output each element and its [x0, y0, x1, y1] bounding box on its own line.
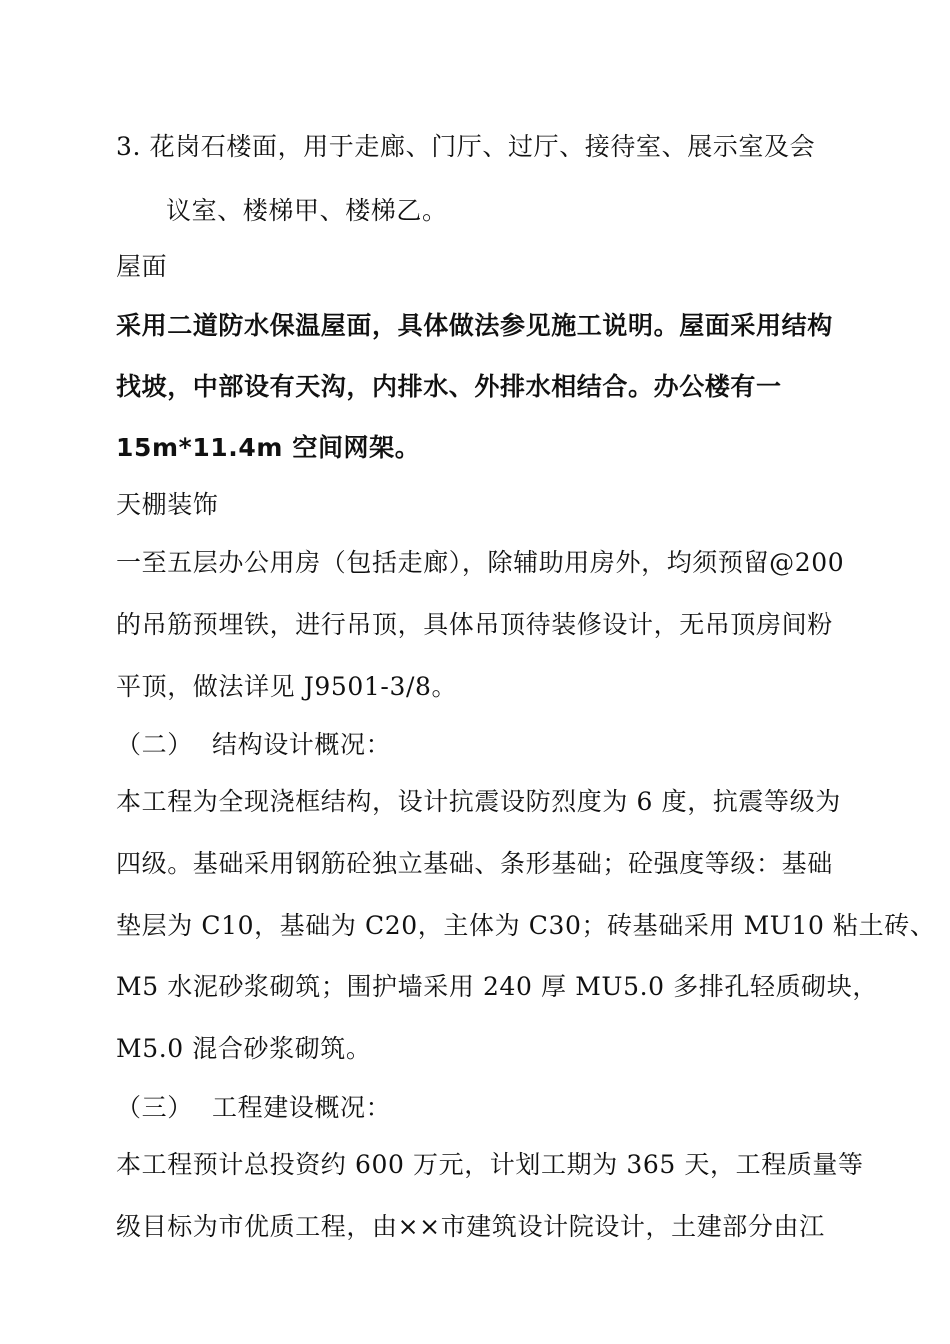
- roof-paragraph-line-3: 15m*11.4m 空间网架。: [116, 433, 421, 462]
- section-3-title: 工程建设概况：: [212, 1093, 392, 1122]
- ceiling-paragraph-line-3: 平顶，做法详见 J9501-3/8。: [116, 672, 458, 701]
- section-3-paragraph-line-1: 本工程预计总投资约 600 万元，计划工期为 365 天，工程质量等: [116, 1150, 864, 1179]
- roof-heading: 屋面: [116, 252, 168, 281]
- ceiling-paragraph-line-1: 一至五层办公用房（包括走廊），除辅助用房外，均须预留@200: [116, 548, 845, 577]
- floor-item-3-line-2: 议室、楼梯甲、楼梯乙。: [166, 196, 448, 225]
- section-3-number: （三）: [116, 1093, 193, 1122]
- section-2-paragraph-line-3: 垫层为 C10，基础为 C20，主体为 C30；砖基础采用 MU10 粘土砖、: [116, 911, 936, 940]
- ceiling-paragraph-line-2: 的吊筋预埋铁，进行吊顶，具体吊顶待装修设计，无吊顶房间粉: [116, 610, 833, 639]
- ceiling-heading: 天棚装饰: [116, 490, 219, 519]
- section-3-heading: [116, 1091, 391, 1125]
- section-2-paragraph-line-1: 本工程为全现浇框结构，设计抗震设防烈度为 6 度，抗震等级为: [116, 787, 841, 816]
- section-2-number: （二）: [116, 730, 193, 759]
- floor-item-3-line-1: 3. 花岗石楼面，用于走廊、门厅、过厅、接待室、展示室及会: [116, 132, 816, 161]
- section-2-paragraph-line-2: 四级。基础采用钢筋砼独立基础、条形基础；砼强度等级：基础: [116, 849, 833, 878]
- section-2-paragraph-line-5: M5.0 混合砂浆砌筑。: [116, 1034, 372, 1063]
- section-3-paragraph-line-2: 级目标为市优质工程，由××市建筑设计院设计，土建部分由江: [116, 1212, 825, 1241]
- section-2-paragraph-line-4: M5 水泥砂浆砌筑；围护墙采用 240 厚 MU5.0 多排孔轻质砌块，: [116, 972, 878, 1001]
- section-2-heading: [116, 728, 391, 762]
- roof-paragraph-line-2: 找坡，中部设有天沟，内排水、外排水相结合。办公楼有一: [116, 372, 782, 401]
- roof-paragraph-line-1: 采用二道防水保温屋面，具体做法参见施工说明。屋面采用结构: [116, 311, 833, 340]
- section-2-title: 结构设计概况：: [212, 730, 392, 759]
